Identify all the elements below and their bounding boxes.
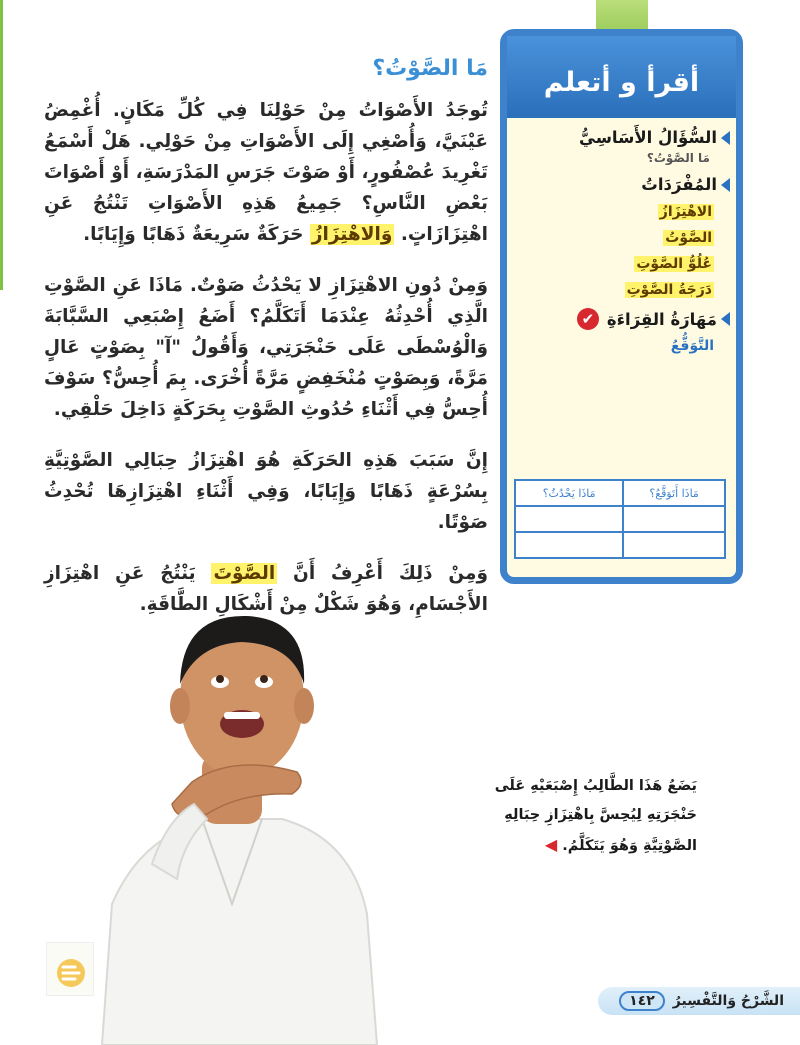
logo-icon: [47, 943, 93, 995]
table-row: [515, 506, 725, 532]
term-sound: الصَّوْتَ: [213, 563, 276, 584]
essential-question-label: السُّؤَالُ الأَسَاسِيُّ: [579, 128, 717, 147]
vocab-item: دَرَجَةُ الصَّوْتِ: [626, 282, 712, 298]
caption-text: يَضَعُ هَذَا الطَّالِبُ إِصْبَعَيْهِ عَلَى حَنْجَرَتِهِ لِيُحِسَّ بِاهْتِزَازِ حِبَالِهِ الصَّوْتِيَّةِ وَهُوَ يَتَكَلَّمُ.: [494, 778, 697, 854]
section-heading: مَا الصَّوْتُ؟: [372, 56, 488, 81]
read-learn-panel: [500, 29, 743, 584]
table-header-happens: مَاذَا يَحْدُثُ؟: [515, 480, 623, 506]
student-photo: [82, 604, 382, 1045]
paragraph-2: وَمِنْ دُونِ الاهْتِزَازِ لا يَحْدُثُ صَوْتٌ. مَاذَا عَنِ الصَّوْتِ الَّذِي أُحْدِثُهُ عِنْدَمَا أَتَكَلَّمُ؟ أَضَعُ إِصْبَعِي السَّبَّابَةَ وَالْوُسْطَى عَلَى حَنْجَرَتِي، وَأَقُولُ "آ" بِصَوْتٍ عَالٍ مَرَّةً، وَبِصَوْتٍ مُنْخَفِضٍ مَرَّةً أُخْرَى. بِمَ أُحِسُّ؟ سَوْفَ أُحِسُّ فِي أَثْنَاءِ حُدُوثِ الصَّوْتِ بِحَرَكَةٍ دَاخِلَ حَلْقِي.: [44, 275, 488, 420]
page-footer: [598, 987, 800, 1015]
table-header-predict: مَاذَا أَتَوَقَّعُ؟: [623, 480, 725, 506]
reading-skill: التَّوَقُّعُ: [670, 338, 714, 354]
vocab-heading: [507, 175, 730, 194]
vocab-item: الاهْتِزَازُ: [659, 204, 712, 220]
triangle-bullet-icon: [721, 312, 730, 326]
paragraph-1-text: تُوجَدُ الأَصْوَاتُ مِنْ حَوْلِنَا فِي كُلِّ مَكَانٍ. أُغْمِضُ عَيْنَيَّ، وَأُصْغِي إِلَى الأَصْوَاتِ مِنْ حَوْلِي. هَلْ أَسْمَعُ تَغْرِيدَ عُصْفُورٍ، أَوْ صَوْتَ جَرَسِ المَدْرَسَةِ، أَوْ أَصْوَاتَ بَعْضِ النَّاسِ؟ جَمِيعُ هَذِهِ الأَصْوَاتِ تَنْتُجُ عَنِ اهْتِزَازَاتٍ.: [44, 100, 488, 245]
paragraph-1-definition: حَرَكَةٌ سَرِيعَةٌ ذَهَابًا وَإِيَابًا.: [83, 224, 304, 245]
page-number: ١٤٢: [619, 991, 665, 1011]
footer-section-title: الشَّرْحُ وَالتَّفْسِيرُ: [672, 993, 784, 1009]
main-content: [44, 56, 488, 640]
vocab-item: عُلُوُّ الصَّوْتِ: [636, 256, 712, 272]
table-row: [515, 532, 725, 558]
paragraph-4-text: وَمِنْ ذَلِكَ أَعْرِفُ أَنَّ: [293, 563, 488, 584]
panel-title: أقرأ و أتعلم: [507, 36, 736, 118]
term-vibration: وَالاهْتِزَازُ: [311, 224, 393, 245]
paragraph-4-definition: يَنْتُجُ عَنِ اهْتِزَازِ الأَجْسَامِ، وَهُوَ شَكْلٌ مِنْ أَشْكَالِ الطَّاقَةِ.: [44, 563, 488, 615]
essential-question: مَا الصَّوْتُ؟: [646, 151, 710, 165]
vocab-item: الصَّوْتُ: [665, 230, 712, 246]
triangle-bullet-icon: [721, 178, 730, 192]
triangle-bullet-icon: [721, 131, 730, 145]
publisher-logo: [46, 942, 94, 996]
prediction-table: [514, 479, 726, 559]
essential-question-heading: [507, 128, 730, 147]
photo-caption: [465, 772, 697, 861]
paragraph-3: إِنَّ سَبَبَ هَذِهِ الحَرَكَةِ هُوَ اهْتِزَازُ حِبَالِي الصَّوْتِيَّةِ بِسُرْعَةٍ ذَهَابًا وَإِيَابًا، وَفِي أَثْنَاءِ اهْتِزَازِهَا تُحْدِثُ صَوْتًا.: [44, 450, 488, 533]
checkmark-icon: ✔: [577, 308, 599, 330]
page-edge-stripe: [0, 0, 3, 290]
vocab-label: المُفْرَدَاتُ: [641, 175, 717, 194]
reading-skill-heading: [507, 308, 730, 330]
arrow-left-icon: ◀: [544, 835, 558, 854]
reading-skill-label: مَهَارَةُ القِرَاءَةِ: [606, 309, 717, 329]
paragraph-1: [44, 95, 488, 250]
